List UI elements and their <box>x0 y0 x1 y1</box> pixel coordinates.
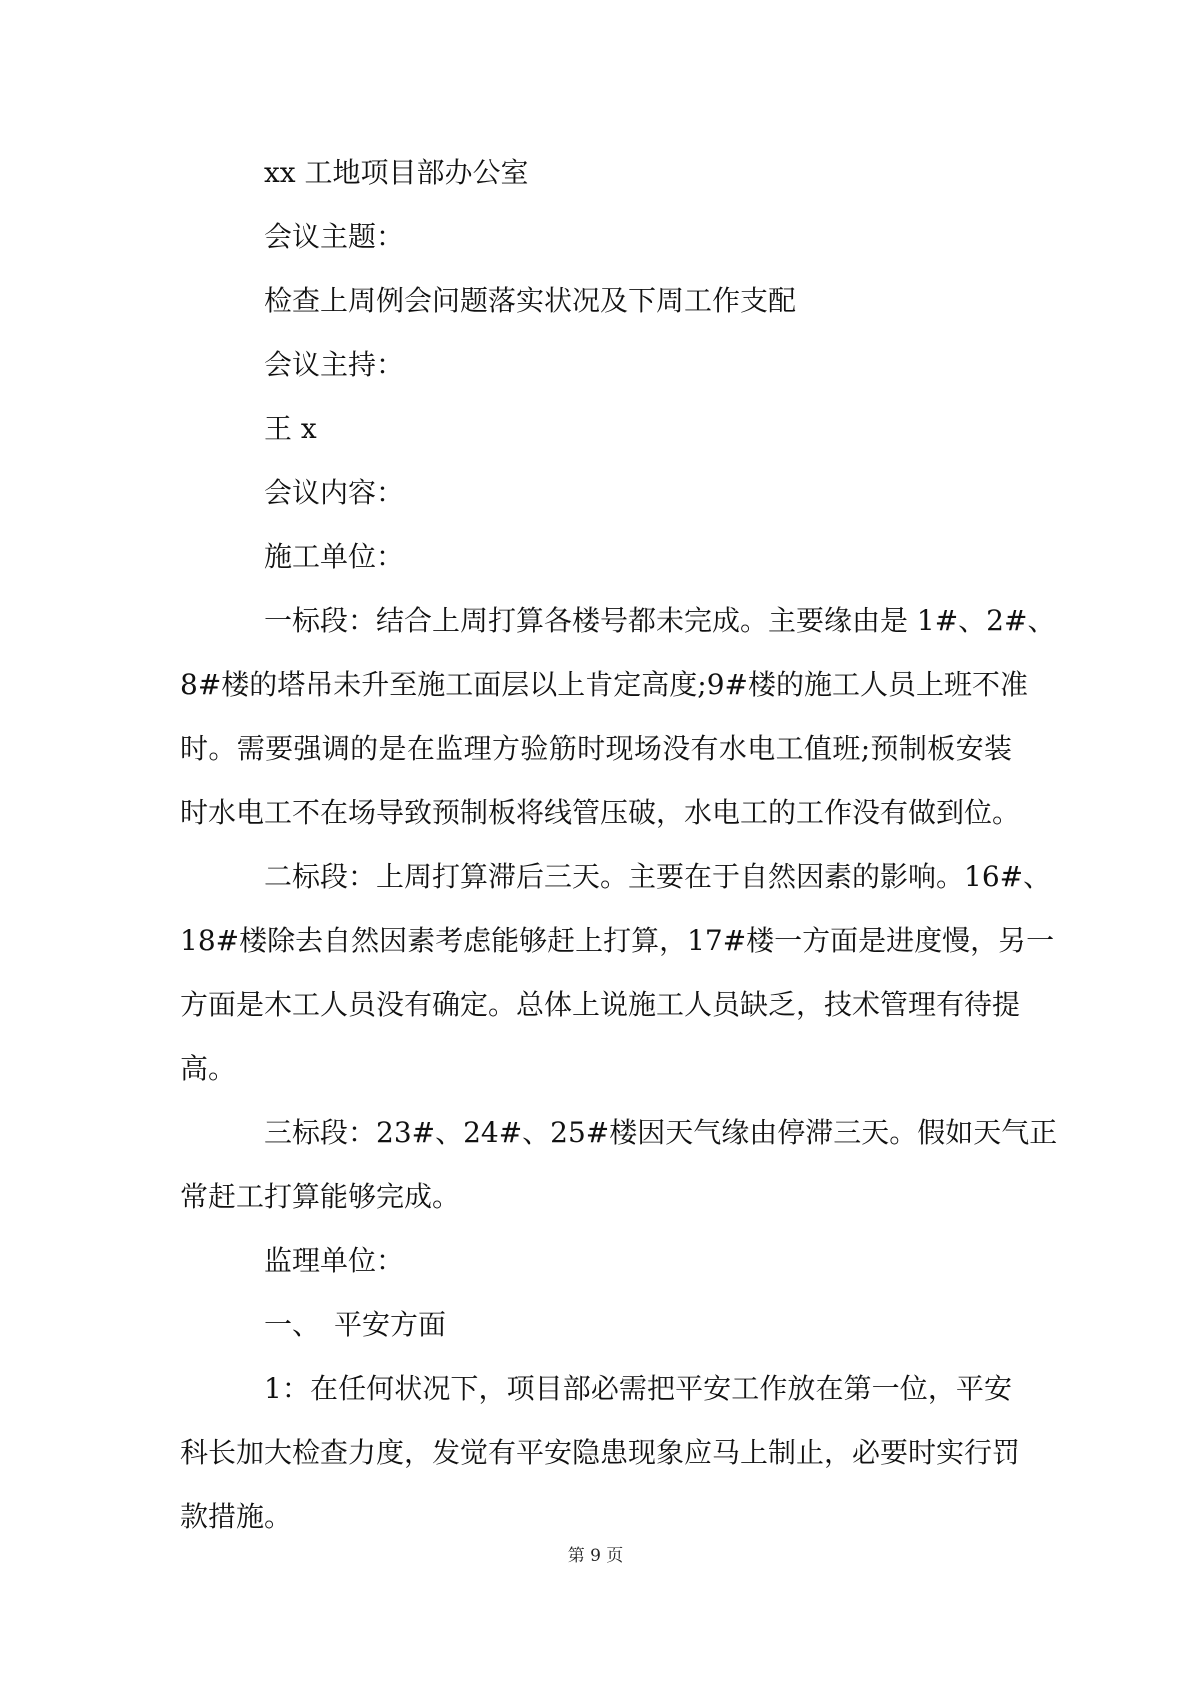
paragraph-line: 时水电工不在场导致预制板将线管压破，水电工的工作没有做到位。 <box>180 796 1021 829</box>
construction-unit-label: 施工单位： <box>264 540 405 573</box>
paragraph-line: 1：在任何状况下，项目部必需把平安工作放在第一位，平安 <box>264 1372 1012 1405</box>
paragraph-line: 一标段：结合上周打算各楼号都未完成。主要缘由是 1#、2#、 <box>264 604 1056 637</box>
meeting-topic-value: 检查上周例会问题落实状况及下周工作支配 <box>264 284 797 317</box>
meeting-content-label: 会议内容： <box>264 476 405 509</box>
meeting-topic-label: 会议主题： <box>264 220 405 253</box>
project-office-line: xx 工地项目部办公室 <box>264 156 529 189</box>
supervision-unit-label: 监理单位： <box>264 1244 405 1277</box>
meeting-host-value: 王 x <box>264 412 317 445</box>
paragraph-line: 高。 <box>180 1052 237 1085</box>
section-two-paragraph <box>180 845 1055 1101</box>
safety-heading: 一、 平安方面 <box>264 1308 447 1341</box>
document-body <box>180 141 1058 1549</box>
meeting-host-label: 会议主持： <box>264 348 405 381</box>
paragraph-line: 方面是木工人员没有确定。总体上说施工人员缺乏，技术管理有待提 <box>180 988 1021 1021</box>
paragraph-line: 18#楼除去自然因素考虑能够赶上打算，17#楼一方面是进度慢，另一 <box>180 924 1055 957</box>
paragraph-line: 三标段：23#、24#、25#楼因天气缘由停滞三天。假如天气正 <box>264 1116 1058 1149</box>
paragraph-line: 8#楼的塔吊未升至施工面层以上肯定高度;9#楼的施工人员上班不准 <box>180 668 1028 701</box>
paragraph-line: 二标段：上周打算滞后三天。主要在于自然因素的影响。16#、 <box>264 860 1052 893</box>
section-three-paragraph <box>180 1101 1058 1229</box>
section-one-paragraph <box>180 589 1056 845</box>
paragraph-line: 款措施。 <box>180 1500 293 1533</box>
paragraph-line: 常赶工打算能够完成。 <box>180 1180 461 1213</box>
paragraph-line: 时。需要强调的是在监理方验筋时现场没有水电工值班;预制板安装 <box>180 732 1012 765</box>
paragraph-line: 科长加大检查力度，发觉有平安隐患现象应马上制止，必要时实行罚 <box>180 1436 1021 1469</box>
safety-item-one-paragraph <box>180 1357 1021 1549</box>
page-number-footer: 第 9 页 <box>567 1546 624 1566</box>
